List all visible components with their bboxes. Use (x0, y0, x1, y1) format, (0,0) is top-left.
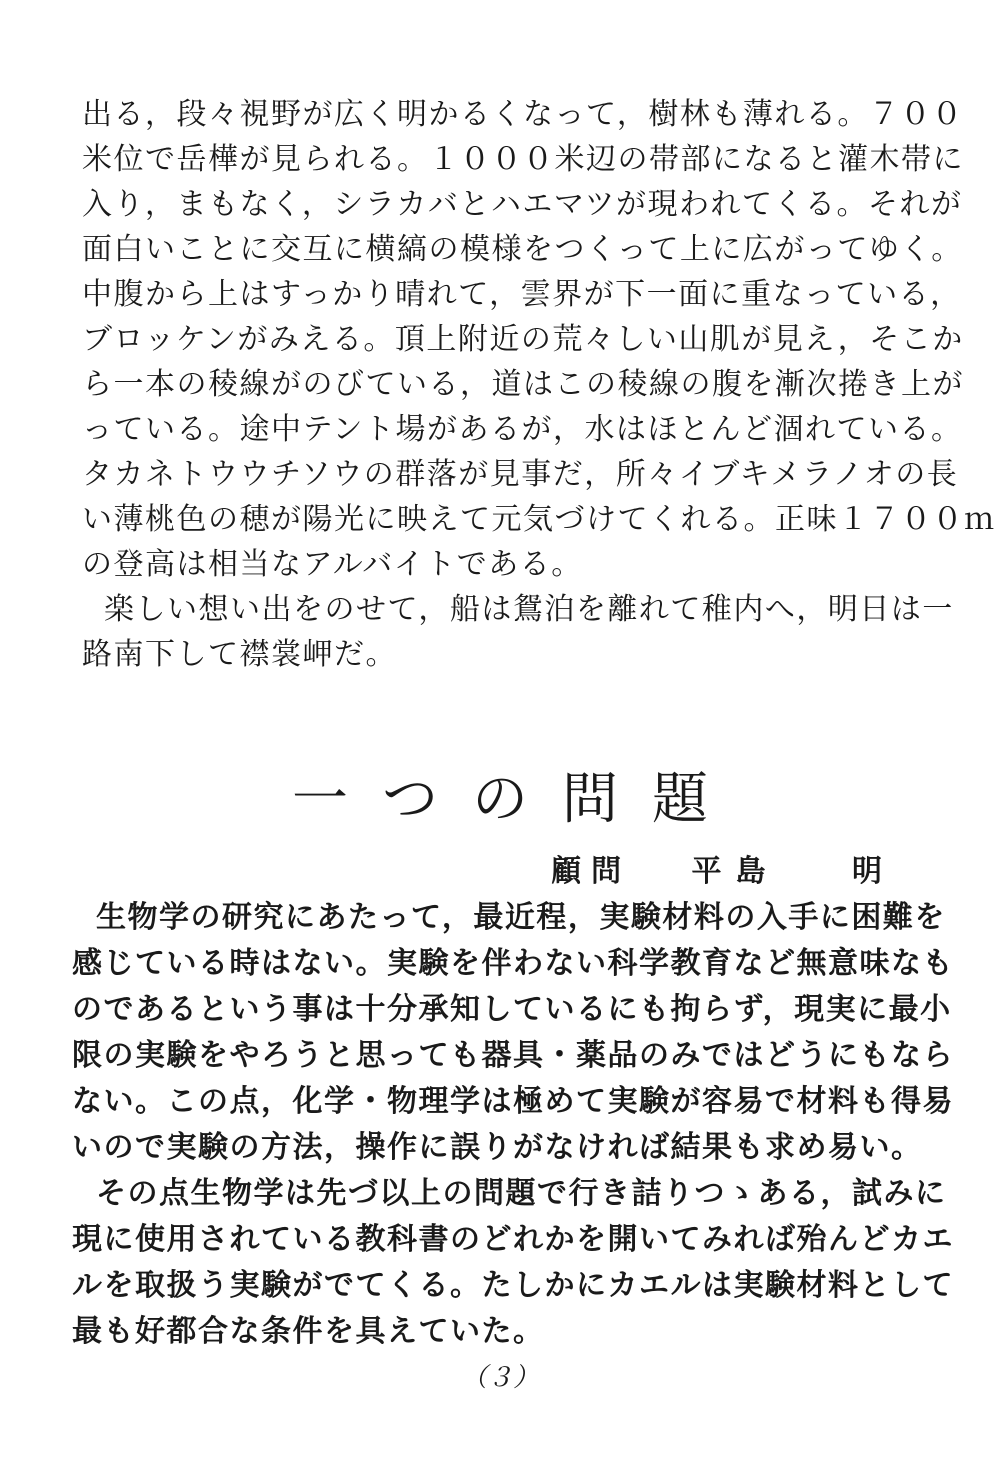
text-line: ら一本の稜線がのびている，道はこの稜線の腹を漸次捲き上が (82, 367, 964, 402)
text-line: 入り，まもなく，シラカバとハエマツが現われてくる。それが (82, 187, 963, 222)
text-line: その点生物学は先づ以上の問題で行き詰りつゝある，試みに (96, 1176, 947, 1211)
text-line: 現に使用されている教科書のどれかを開いてみれば殆んどカエ (72, 1222, 954, 1257)
text-line: ルを取扱う実験がでてくる。たしかにカエルは実験材料として (72, 1268, 954, 1303)
author-role: 顧問 (551, 854, 632, 889)
page-number: （３） (460, 1363, 539, 1393)
text-line: い薄桃色の穂が陽光に映えて元気づけてくれる。正味１７００ｍ (82, 502, 996, 537)
text-line: 出る，段々視野が広く明かるくなって，樹林も薄れる。７００ (82, 97, 964, 132)
text-line: 楽しい想い出をのせて，船は鴛泊を離れて稚内へ，明日は一 (104, 592, 954, 627)
text-line: 限の実験をやろうと思っても器具・薬品のみではどうにもなら (72, 1038, 954, 1073)
text-line: っている。途中テント場があるが，水はほとんど涸れている。 (82, 412, 963, 447)
text-line: タカネトウウチソウの群落が見事だ，所々イブキメラノオの長 (82, 457, 959, 492)
author-surname: 平島 (691, 854, 780, 889)
author-byline (551, 850, 882, 894)
text-line: の登高は相当なアルバイトである。 (82, 547, 583, 582)
text-line: ない。この点，化学・物理学は極めて実験が容易で材料も得易 (72, 1084, 954, 1119)
text-line: 感じている時はない。実験を伴わない科学教育など無意味なも (72, 946, 954, 981)
text-line: 面白いことに交互に横縞の模様をつくって上に広がってゆく。 (82, 232, 963, 267)
text-line: ブロッケンがみえる。頂上附近の荒々しい山肌が見え，そこか (82, 322, 964, 357)
text-line: いので実験の方法，操作に誤りがなければ結果も求め易い。 (72, 1130, 923, 1165)
author-given-name: 明 (852, 854, 882, 889)
text-line: 最も好都合な条件を具えていた。 (72, 1314, 545, 1349)
article-title: 一つの問題 (292, 767, 742, 832)
article-body (72, 895, 954, 1355)
text-line: のであるという事は十分承知しているにも拘らず，現実に最小 (72, 992, 952, 1027)
text-line: 中腹から上はすっかり晴れて，雲界が下一面に重なっている， (82, 277, 962, 312)
text-line: 路南下して襟裳岬だ。 (82, 637, 397, 672)
travelogue-text-block (82, 92, 996, 677)
text-line: 生物学の研究にあたって，最近程，実験材料の入手に困難を (96, 900, 946, 935)
text-line: 米位で岳樺が見られる。１０００米辺の帯部になると灌木帯に (82, 142, 964, 177)
